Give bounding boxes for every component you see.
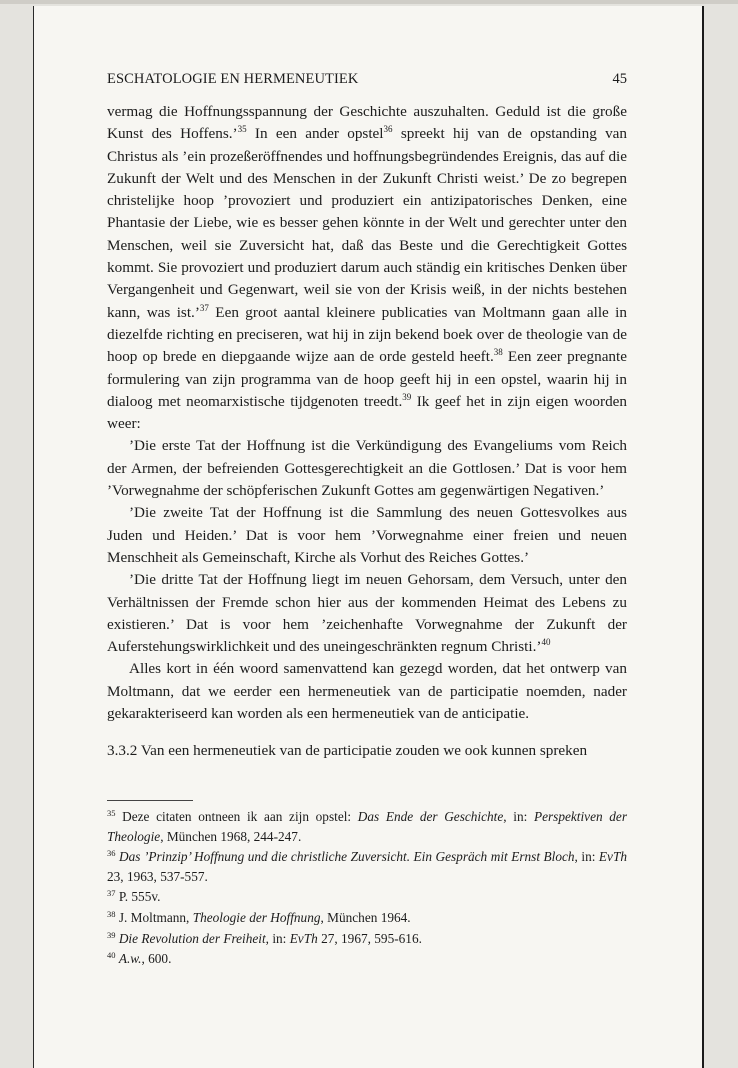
footnote-divider bbox=[107, 800, 193, 801]
footnotes bbox=[107, 807, 627, 970]
footnote-text: , in: bbox=[574, 849, 599, 865]
footnote-text: J. Moltmann, bbox=[115, 909, 193, 925]
footnote-number: 39 bbox=[107, 929, 116, 940]
footnote-title: EvTh bbox=[598, 849, 627, 865]
footnote-title: A.w. bbox=[118, 951, 142, 967]
footnote-text: , 600. bbox=[141, 951, 172, 967]
footnote-text: P. 555v. bbox=[115, 889, 161, 905]
footnote-ref-36: 36 bbox=[383, 124, 393, 135]
footnote-text: 27, 1967, 595-616. bbox=[317, 930, 422, 946]
footnote-title: Perspektiven der Theologie bbox=[107, 809, 627, 844]
text-run: Een zeer pregnante formulering van zijn programma van de hoop geeft hij in een opstel, waarin hij in dialoog met neomarxistische tijdgenoten treedt. bbox=[107, 348, 627, 410]
paragraph-3: ’Die zweite Tat der Hoffnung ist die Sammlung des neuen Gottesvolkes aus Juden und Heiden.’ Dat is voor hem ’Vorwegnahme einer freien und neuen Menschheit als Gemeinschaft, Kirche als Vorhut des Reiches Gottes.’ bbox=[107, 504, 627, 566]
footnote-title: Das ’Prinzip’ Hoffnung und die christliche Zuversicht. Ein Gespräch mit Ernst Bloch bbox=[119, 849, 575, 865]
section-3-3-2: 3.3.2 Van een hermeneutiek van de participatie zouden we ook kunnen spreken bbox=[107, 742, 588, 760]
footnote-36 bbox=[107, 847, 627, 886]
footnote-38 bbox=[107, 908, 627, 928]
footnote-number: 36 bbox=[107, 848, 116, 859]
paragraph-5: Alles kort in één woord samenvattend kan gezegd worden, dat het ontwerp van Moltmann, dat we eerder een hermeneutiek van de participatie noemden, nader gekarakteriseerd kan worden als een hermeneutiek van de anticipatie. bbox=[107, 660, 627, 723]
paragraph-1 bbox=[107, 101, 627, 435]
footnote-number: 37 bbox=[107, 888, 116, 899]
footnote-ref-39: 39 bbox=[402, 391, 412, 402]
footnote-title: Die Revolution der Freiheit bbox=[118, 930, 266, 946]
footnote-text: Deze citaten ontneen ik aan zijn opstel: bbox=[115, 809, 358, 824]
footnote-40 bbox=[107, 949, 627, 969]
footnote-number: 38 bbox=[107, 908, 116, 919]
footnote-text: 23, 1963, 537-557. bbox=[107, 868, 208, 884]
running-head: ESCHATOLOGIE EN HERMENEUTIEK bbox=[107, 71, 359, 87]
footnote-ref-38: 38 bbox=[493, 347, 503, 358]
footnote-39 bbox=[107, 929, 627, 949]
text-run: vermag die Hoffnungsspannung der Geschichte auszuhalten. Geduld ist die große Kunst des Hoffens.’ bbox=[107, 103, 627, 143]
footnote-ref-37: 37 bbox=[199, 302, 209, 313]
text-run: In een ander opstel bbox=[246, 125, 384, 143]
footnote-title: EvTh bbox=[289, 930, 318, 946]
text-run: spreekt hij van de opstanding van Christus als ’ein prozeßeröffnendes und hoffnungsbegründendes Ereignis, das auf die Zukunft der Welt und des Menschen in der Zukunft Christi weist.’ De zo begrepen christelijke hoop ’provoziert und produziert ein antizipatorisches Denken, eine Phantasie der Liebe, wie es besser gehen könnte in der Welt und gerechter unter den Menschen, weil sie Zuversicht hat, daß das Beste und die Gerechtigkeit Gottes kommt. Sie provoziert und produziert darum auch ständig ein kritisches Denken über Vergangenheit und Gegenwart, weil sie von der Krisis weiß, in der nichts bestehen kann, was ist.’ bbox=[107, 125, 628, 321]
body-text bbox=[107, 101, 627, 763]
text-run: Een groot aantal kleinere publicaties van Moltmann gaan alle in diezelfde richting en preciseren, wat hij in zijn bekend boek over de theologie van de hoop op brede en diepgaande wijze aan de orde gesteld heeft. bbox=[107, 303, 627, 366]
page-number: 45 bbox=[612, 71, 627, 87]
footnote-title: Das Ende der Geschichte bbox=[357, 809, 504, 824]
footnote-ref-40: 40 bbox=[541, 637, 551, 648]
footnote-ref-35: 35 bbox=[237, 124, 247, 135]
paragraph-2: ’Die erste Tat der Hoffnung ist die Verkündigung des Evangeliums vom Reich der Armen, der befreienden Gottesgerechtigkeit an die Gottlosen.’ Dat is voor hem ’Vorwegnahme der schöpferischen Zukunft Gottes am gegenwärtigen Negativen.’ bbox=[107, 437, 627, 500]
footnote-text: , München 1964. bbox=[320, 909, 411, 925]
text-run: Ik geef het in zijn eigen woorden weer: bbox=[107, 392, 627, 433]
footnote-number: 40 bbox=[107, 950, 116, 961]
text-run: ’Die dritte Tat der Hoffnung liegt im neuen Gehorsam, dem Versuch, unter den Verhältnissen der Fremde schon hier aus der kommenden Heimat des Lebens zu existieren.’ Dat is voor hem ’zeichenhafte Vorwegnahme der Zukunft der Auferstehungswirklichkeit und des uneingeschränkten regnum Christi.’ bbox=[107, 571, 627, 656]
footnote-text: , in: bbox=[503, 809, 534, 824]
footnote-37 bbox=[107, 887, 627, 907]
footnote-text: , in: bbox=[265, 930, 290, 946]
footnote-number: 35 bbox=[107, 808, 116, 818]
footnote-35 bbox=[107, 807, 627, 846]
paragraph-4 bbox=[107, 569, 627, 658]
scan-edge bbox=[0, 0, 738, 4]
page-header bbox=[107, 71, 627, 91]
footnote-text: , München 1968, 244-247. bbox=[160, 828, 302, 844]
footnote-title: Theologie der Hoffnung bbox=[192, 909, 321, 925]
